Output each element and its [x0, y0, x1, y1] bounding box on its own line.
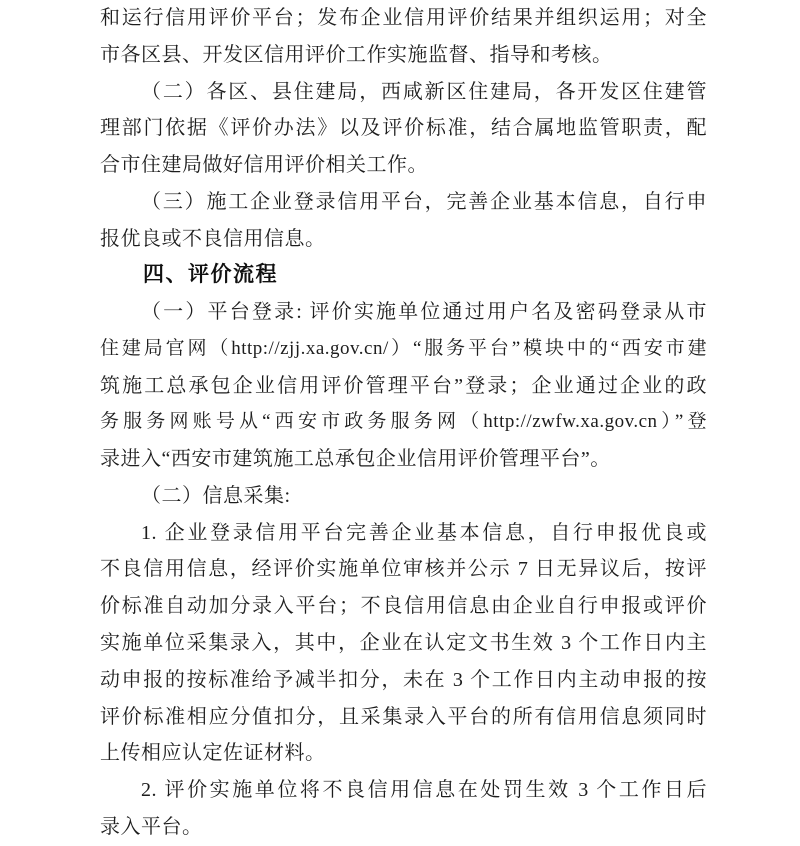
- document-line: 2. 评价实施单位将不良信用信息在处罚生效 3 个工作日后: [141, 779, 707, 802]
- document-line: 筑施工总承包企业信用评价管理平台”登录；企业通过企业的政: [100, 374, 707, 397]
- document-line: 报优良或不良信用信息。: [100, 227, 326, 250]
- document-line: 上传相应认定佐证材料。: [100, 742, 326, 765]
- section-heading: 四、评价流程: [143, 263, 279, 287]
- document-line: 住建局官网（http://zjj.xa.gov.cn/）“服务平台”模块中的“西安市建: [100, 337, 707, 359]
- document-line: 1. 企业登录信用平台完善企业基本信息，自行申报优良或: [141, 521, 707, 544]
- document-line: 价标准自动加分录入平台；不良信用信息由企业自行申报或评价: [100, 595, 707, 618]
- document-line: 合市住建局做好信用评价相关工作。: [100, 154, 428, 177]
- document-line: 理部门依据《评价办法》以及评价标准，结合属地监管职责，配: [100, 117, 707, 140]
- document-line: 评价标准相应分值扣分，且采集录入平台的所有信用信息须同时: [100, 705, 707, 728]
- document-line: 录入平台。: [100, 815, 203, 838]
- document-line: （二）各区、县住建局，西咸新区住建局，各开发区住建管: [141, 80, 707, 103]
- document-line: 实施单位采集录入，其中，企业在认定文书生效 3 个工作日内主: [100, 632, 707, 655]
- document-line: 务服务网账号从“西安市政务服务网（http://zwfw.xa.gov.cn）”登: [100, 411, 707, 433]
- document-line: 和运行信用评价平台；发布企业信用评价结果并组织运用；对全: [100, 7, 707, 29]
- document-line: （一）平台登录: 评价实施单位通过用户名及密码登录从市: [141, 301, 707, 324]
- document-line: 不良信用信息，经评价实施单位审核并公示 7 日无异议后，按评: [100, 558, 707, 581]
- document-line: （二）信息采集:: [141, 484, 291, 507]
- document-line: 动申报的按标准给予减半扣分，未在 3 个工作日内主动申报的按: [100, 668, 707, 691]
- document-line: 市各区县、开发区信用评价工作实施监督、指导和考核。: [100, 43, 613, 66]
- document-line: 录进入“西安市建筑施工总承包企业信用评价管理平台”。: [100, 448, 611, 471]
- document-line: （三）施工企业登录信用平台，完善企业基本信息，自行申: [141, 190, 707, 213]
